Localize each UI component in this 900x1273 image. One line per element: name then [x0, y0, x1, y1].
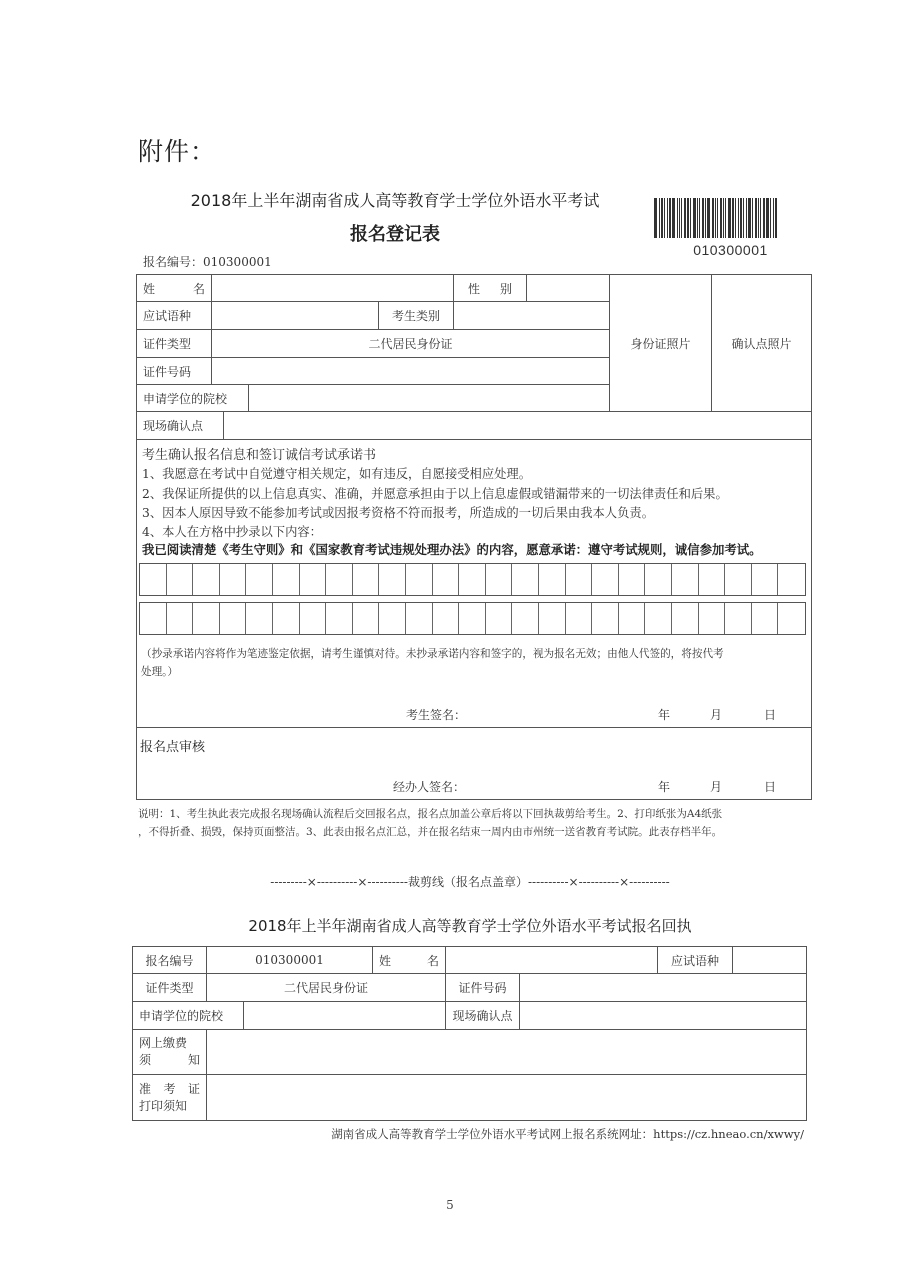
receipt-id-type-value: 二代居民身份证 — [283, 981, 368, 995]
copy-grid-cell[interactable] — [140, 564, 167, 595]
barcode-bar — [677, 198, 678, 238]
barcode-bar — [681, 198, 682, 238]
form-subtitle: 报名登记表 — [350, 224, 440, 245]
barcode-bar — [690, 198, 691, 238]
barcode-bar — [654, 198, 657, 238]
barcode-bar — [664, 198, 665, 238]
copy-grid-cell[interactable] — [566, 564, 593, 595]
table-border — [806, 946, 807, 1121]
instructions-cont: ，不得折叠、损毁，保持页面整洁。3、此表由报名点汇总，并在报名结束一周内由市州统一送省教育考试院。此表存档半年。 — [138, 826, 723, 838]
admission-ticket-notice-content — [207, 1075, 806, 1120]
copy-grid-cell[interactable] — [752, 603, 779, 634]
copy-grid-cell[interactable] — [273, 564, 300, 595]
pledge-title: 考生确认报名信息和签订诚信考试承诺书 — [142, 448, 377, 463]
gender-label — [454, 275, 526, 301]
barcode-bar — [728, 198, 731, 238]
copy-grid-cell[interactable] — [486, 603, 513, 634]
registration-number — [143, 253, 272, 270]
label-char: 名 — [426, 953, 439, 968]
row-line — [136, 727, 811, 728]
id-photo-slot: 身份证照片 — [630, 336, 691, 351]
barcode-bar — [661, 198, 663, 238]
candidate-type-label: 考生类别 — [391, 309, 440, 323]
barcode-bar — [693, 198, 696, 238]
candidate-signature-label: 考生签名： — [406, 708, 467, 722]
barcode-bar — [717, 198, 718, 238]
copy-grid-cell[interactable] — [672, 603, 699, 634]
label-char: 须 — [139, 1053, 152, 1067]
barcode-bar — [763, 198, 765, 238]
copy-grid-cell[interactable] — [619, 564, 646, 595]
barcode-bar — [720, 198, 722, 238]
barcode-bar — [679, 198, 680, 238]
receipt-school-label: 申请学位的院校 — [139, 1009, 224, 1023]
label-char: 证 — [187, 1081, 200, 1096]
copy-grid-cell[interactable] — [326, 603, 353, 634]
copy-grid-cell[interactable] — [353, 564, 380, 595]
copy-grid-cell[interactable] — [645, 564, 672, 595]
attachment-label: 附件： — [138, 137, 217, 166]
copy-grid-cell[interactable] — [220, 564, 247, 595]
barcode-bar — [723, 198, 724, 238]
label-text: 网上缴费 — [139, 1036, 188, 1050]
pledge-copy-text: 我已阅读清楚《考生守则》和《国家教育考试违规处理办法》的内容，愿意承诺：遵守考试规则，诚信参加考试。 — [142, 542, 762, 557]
copy-grid-cell[interactable] — [752, 564, 779, 595]
label-char: 性 — [468, 281, 481, 296]
barcode-bar — [697, 198, 698, 238]
copy-grid-cell[interactable] — [566, 603, 593, 634]
barcode-bar — [672, 198, 675, 238]
copy-grid-cell[interactable] — [486, 564, 513, 595]
label-char: 知 — [187, 1053, 200, 1067]
id-type-value: 二代居民身份证 — [368, 337, 453, 351]
barcode-bar — [758, 198, 759, 238]
barcode-bar — [740, 198, 742, 238]
barcode-bar — [738, 198, 739, 238]
registration-website[interactable]: 湖南省成人高等教育学士学位外语水平考试网上报名系统网址：https://cz.hneao.cn/xwwy/ — [331, 1127, 804, 1141]
barcode-bar — [775, 198, 777, 238]
review-title: 报名点审核 — [140, 740, 206, 755]
label-char: 名 — [192, 281, 205, 296]
copy-grid-cell[interactable] — [592, 564, 619, 595]
payment-notice-content — [207, 1030, 806, 1074]
barcode-bar — [712, 198, 714, 238]
payment-notice-label — [133, 1030, 206, 1074]
copy-grid-cell[interactable] — [778, 564, 805, 595]
copy-grid-cell[interactable] — [406, 564, 433, 595]
label-char: 考 — [163, 1081, 176, 1096]
copy-grid-cell[interactable] — [220, 603, 247, 634]
barcode-icon — [654, 198, 807, 238]
page-number: 5 — [446, 1198, 454, 1212]
label-char: 别 — [499, 281, 512, 296]
pledge-note: （抄录承诺内容将作为笔迹鉴定依据，请考生谨慎对待。未抄录承诺内容和签字的，视为报名无效；由他人代签的，将按代考 — [141, 648, 724, 660]
handler-signature-label: 经办人签名： — [393, 780, 466, 794]
pledge-item: 3、因本人原因导致不能参加考试或因报考资格不符而报考，所造成的一切后果由我本人负责。 — [142, 506, 654, 520]
copy-grid-cell[interactable] — [273, 603, 300, 634]
copy-grid-cell[interactable] — [300, 564, 327, 595]
barcode-bar — [715, 198, 716, 238]
receipt-reg-no-value: 010300001 — [255, 953, 324, 967]
receipt-confirm-site-label: 现场确认点 — [452, 1009, 513, 1023]
barcode-bar — [746, 198, 747, 238]
copy-grid-cell[interactable] — [167, 564, 194, 595]
label-line — [139, 1098, 200, 1115]
copy-grid-cell[interactable] — [672, 564, 699, 595]
instructions: 说明：1、考生执此表完成报名现场确认流程后交回报名点，报名点加盖公章后将以下回执裁剪给考生。2、打印纸张为A4纸张 — [138, 808, 723, 820]
label-line — [139, 1035, 200, 1052]
receipt-name-label — [373, 947, 445, 973]
date-year: 年 — [658, 708, 671, 722]
copy-grid-cell[interactable] — [406, 603, 433, 634]
copy-grid-cell[interactable] — [433, 564, 460, 595]
confirm-site-label: 现场确认点 — [143, 419, 204, 433]
candidate-type-field[interactable] — [454, 302, 609, 329]
form-title: 2018年上半年湖南省成人高等教育学士学位外语水平考试 — [190, 191, 600, 210]
date-day: 日 — [764, 780, 777, 794]
copy-grid-cell[interactable] — [353, 603, 380, 634]
copy-grid-cell[interactable] — [778, 603, 805, 634]
copy-grid-cell[interactable] — [140, 603, 167, 634]
barcode-bar — [667, 198, 668, 238]
confirm-site-field[interactable] — [224, 412, 811, 439]
date-month: 月 — [710, 780, 723, 794]
name-field[interactable] — [212, 275, 453, 301]
barcode-bar — [773, 198, 774, 238]
barcode-bar — [707, 198, 710, 238]
cut-line: ---------×----------×----------裁剪线（报名点盖章）----------×----------×---------- — [270, 875, 670, 889]
handler-signature-field[interactable] — [466, 772, 646, 794]
receipt-id-type-label: 证件类型 — [145, 981, 194, 995]
school-label: 申请学位的院校 — [143, 391, 228, 406]
language-field[interactable] — [212, 302, 378, 329]
label-line — [139, 1052, 200, 1069]
copy-grid-cell[interactable] — [645, 603, 672, 634]
candidate-signature-field[interactable] — [466, 700, 646, 722]
receipt-confirm-site-field[interactable] — [520, 1002, 806, 1029]
barcode-bar — [732, 198, 734, 238]
receipt-school-field[interactable] — [244, 1002, 445, 1029]
barcode-bar — [770, 198, 771, 238]
pledge-item: 2、我保证所提供的以上信息真实、准确，并愿意承担由于以上信息虚假或错漏带来的一切法律责任和后果。 — [142, 487, 728, 501]
copy-grid-cell[interactable] — [379, 603, 406, 634]
receipt-reg-no-label: 报名编号 — [145, 953, 194, 968]
copy-grid-cell[interactable] — [619, 603, 646, 634]
copy-grid-cell[interactable] — [433, 603, 460, 634]
receipt-id-number-field[interactable] — [520, 974, 806, 1001]
copy-grid-cell[interactable] — [193, 564, 220, 595]
label-char: 准 — [139, 1081, 152, 1096]
copy-grid-cell[interactable] — [379, 564, 406, 595]
copy-grid-cell[interactable] — [167, 603, 194, 634]
label-line — [139, 1081, 200, 1098]
copy-grid-cell[interactable] — [592, 603, 619, 634]
pledge-note-cont: 处理。） — [141, 666, 179, 678]
barcode-bar — [760, 198, 761, 238]
barcode-bar — [743, 198, 744, 238]
gender-field[interactable] — [527, 275, 609, 301]
copy-grid-cell[interactable] — [300, 603, 327, 634]
barcode-bar — [766, 198, 769, 238]
receipt-name-field[interactable] — [446, 947, 657, 973]
copy-grid-cell[interactable] — [699, 603, 726, 634]
label-text: 打印须知 — [139, 1098, 188, 1113]
barcode-bar — [699, 198, 700, 238]
receipt-id-number-label: 证件号码 — [458, 981, 507, 995]
barcode-bar — [659, 198, 660, 238]
label-char: 姓 — [143, 281, 156, 296]
pledge-item: 1、我愿意在考试中自觉遵守相关规定，如有违反，自愿接受相应处理。 — [142, 467, 532, 481]
copy-grid-cell[interactable] — [246, 564, 273, 595]
date-month: 月 — [710, 708, 723, 722]
barcode-bar — [735, 198, 736, 238]
copy-grid-cell[interactable] — [459, 564, 486, 595]
barcode-bar — [725, 198, 726, 238]
receipt-title: 2018年上半年湖南省成人高等教育学士学位外语水平考试报名回执 — [248, 917, 692, 935]
date-year: 年 — [658, 780, 671, 794]
date-day: 日 — [764, 708, 777, 722]
copy-grid-cell[interactable] — [246, 603, 273, 634]
copy-grid-row-1 — [139, 563, 806, 596]
copy-grid-cell[interactable] — [512, 603, 539, 634]
receipt-language-field[interactable] — [733, 947, 806, 973]
copy-grid-cell[interactable] — [539, 564, 566, 595]
admission-ticket-notice-label — [133, 1075, 206, 1120]
barcode-bar — [705, 198, 706, 238]
copy-grid-cell[interactable] — [512, 564, 539, 595]
name-label — [137, 275, 211, 301]
row-line — [136, 439, 811, 440]
copy-grid-cell[interactable] — [699, 564, 726, 595]
id-number-field[interactable] — [212, 358, 609, 384]
copy-grid-cell[interactable] — [326, 564, 353, 595]
copy-grid-cell[interactable] — [193, 603, 220, 634]
copy-grid-cell[interactable] — [725, 564, 752, 595]
copy-grid-cell[interactable] — [725, 603, 752, 634]
id-number-label: 证件号码 — [143, 364, 192, 379]
receipt-language-label: 应试语种 — [670, 953, 719, 968]
barcode-bar — [687, 198, 689, 238]
table-border — [132, 1120, 806, 1121]
copy-grid-cell[interactable] — [459, 603, 486, 634]
barcode-bar — [748, 198, 751, 238]
pledge-item: 4、本人在方格中抄录以下内容： — [142, 525, 322, 539]
label-char: 姓 — [379, 953, 392, 968]
barcode-bar — [702, 198, 704, 238]
barcode-bar — [752, 198, 753, 238]
id-type-label: 证件类型 — [143, 337, 192, 351]
table-border — [136, 799, 811, 800]
language-label: 应试语种 — [143, 309, 192, 323]
reg-no-label: 报名编号： — [143, 255, 204, 269]
copy-grid-row-2 — [139, 602, 806, 635]
table-border — [811, 274, 812, 800]
school-field[interactable] — [249, 385, 609, 411]
copy-grid-cell[interactable] — [539, 603, 566, 634]
barcode-bar — [684, 198, 686, 238]
barcode-number: 010300001 — [693, 242, 768, 258]
site-photo-slot: 确认点照片 — [731, 336, 792, 351]
barcode-bar — [755, 198, 757, 238]
barcode-bar — [669, 198, 671, 238]
reg-no-value: 010300001 — [203, 255, 272, 269]
